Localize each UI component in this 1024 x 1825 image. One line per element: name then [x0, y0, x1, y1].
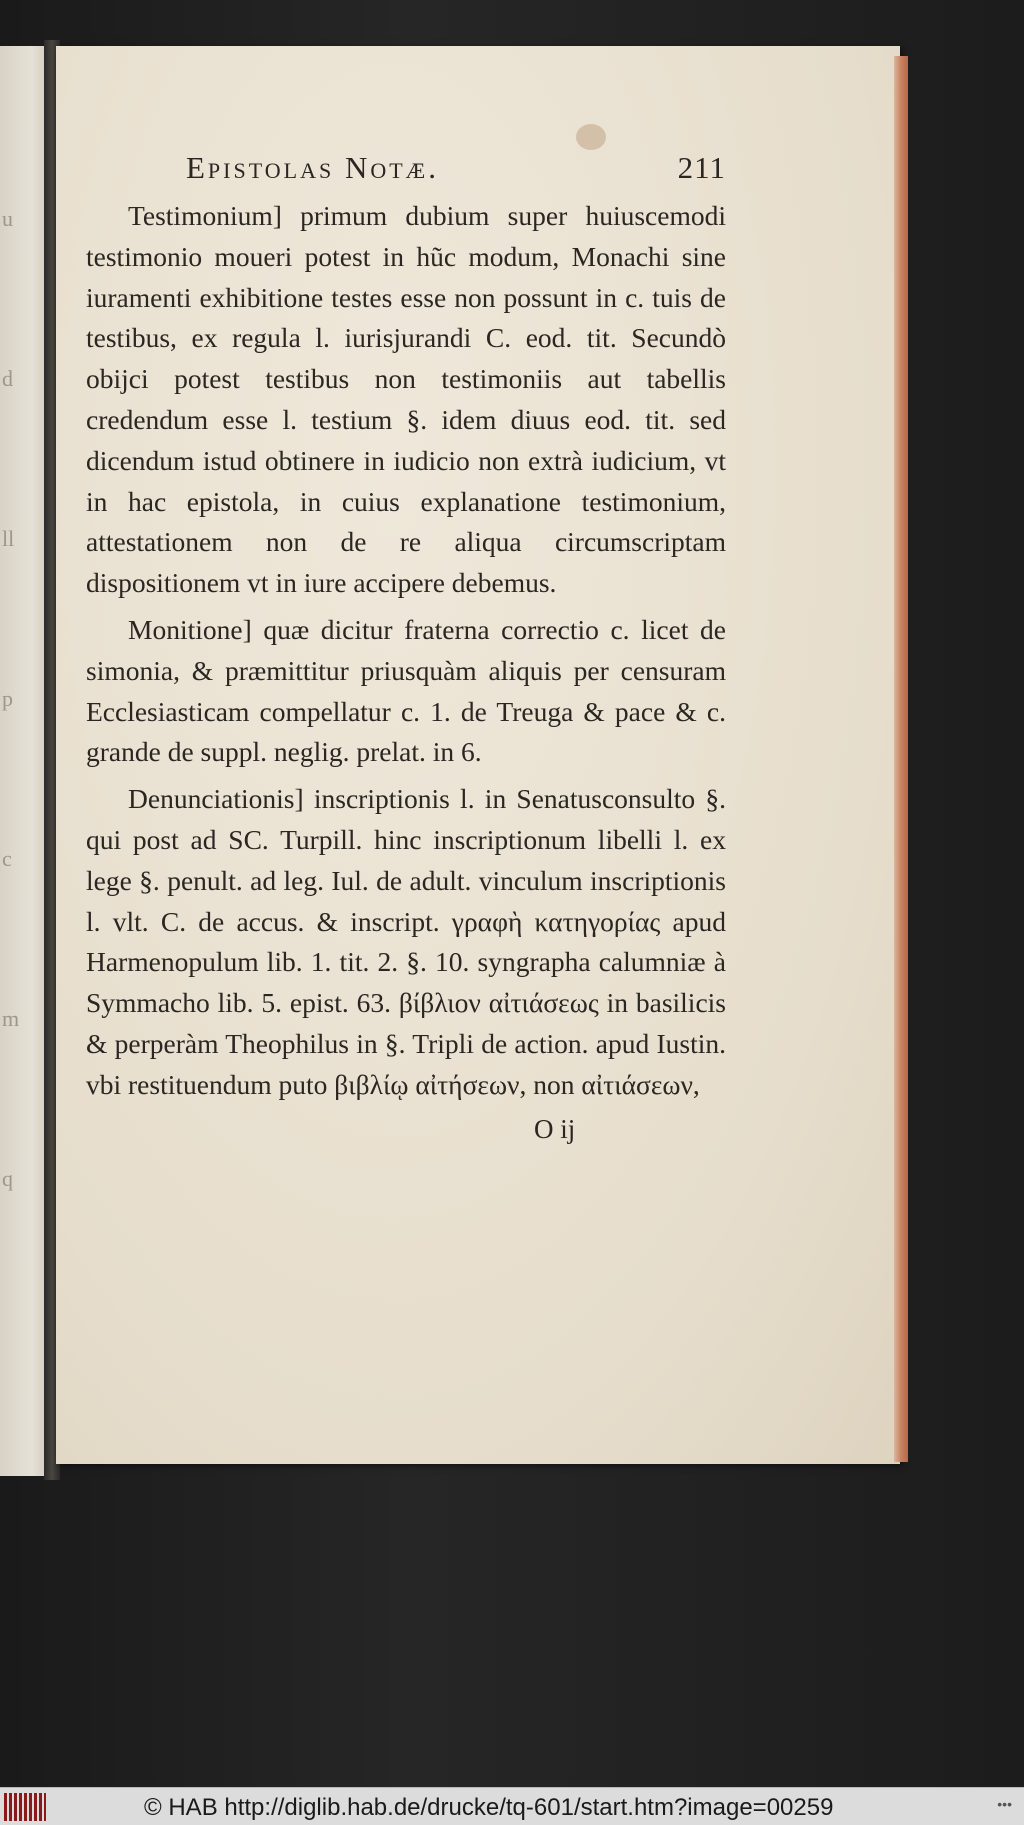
bleed-glyph: d — [2, 366, 13, 391]
hab-logo-icon — [4, 1793, 46, 1821]
copyright-link[interactable]: © HAB http://diglib.hab.de/drucke/tq-601/start.htm?image=00259 — [144, 1794, 834, 1821]
paragraph-monitione: Monitione] quæ dicitur fraterna correctio c. licet de simonia, & præmittitur priusquàm aliquis per censuram Ecclesiasticam compellatur c. 1. de Treuga & pace & c. grande de suppl. neglig. prelat. in 6. — [86, 613, 726, 768]
bleed-glyph: q — [2, 1166, 13, 1191]
signature-text: O ij — [534, 1113, 576, 1144]
paragraph-testimonium: Testimonium] primum dubium super huiuscemodi testimonio moueri potest in hũc modum, Monachi sine iuramenti exhibitione testes esse non possunt in c. tuis de testibus, ex regula l. iurisjurandi C. eod. tit. Secundò obijci potest testibus non testimoniis aut tabellis credendum esse l. testium §. idem diuus eod. tit. sed dicendum istud obtinere in iudicio non extrà iudicium, vt in hac epistola, in cuius explanatione testimonium, attestationem non de re aliqua circumscriptam dispositionem vt in iure accipere debemus. — [86, 200, 726, 599]
bleed-glyph: u — [2, 206, 13, 231]
page-number: 211 — [677, 150, 726, 185]
page-edge-red — [894, 56, 908, 1462]
bleed-glyph: m — [2, 1006, 20, 1031]
paper-stain — [576, 124, 606, 150]
more-menu-icon[interactable]: ••• — [997, 1796, 1012, 1812]
bleed-glyph: c — [2, 846, 12, 871]
footer-bar — [0, 1787, 1024, 1825]
signature-mark — [86, 1112, 726, 1152]
paragraph-denunciationis: Denunciationis] inscriptionis l. in Senatusconsulto §. qui post ad SC. Turpill. hinc inscriptionum libelli l. ex lege §. penult. ad leg. Iul. de adult. vinculum inscriptionis l. vlt. C. de accus. & inscript. γραφὴ κατηγορίας apud Harmenopulum lib. 1. tit. 2. §. 10. syngrapha calumniæ à Symmacho lib. 5. epist. 63. βίβλιον αἰτιάσεως in basilicis & perperàm Theophilus in §. Tripli de action. apud Iustin. vbi restituendum puto βιβλίῳ αἰτήσεων, non αἰτιάσεων, — [86, 783, 726, 1100]
bleed-glyph: p — [2, 686, 13, 711]
running-head — [86, 150, 726, 196]
running-head-title: Epistolas Notæ. — [186, 150, 439, 185]
bleed-glyph: ll — [2, 526, 15, 551]
page-text-block — [86, 150, 726, 1152]
